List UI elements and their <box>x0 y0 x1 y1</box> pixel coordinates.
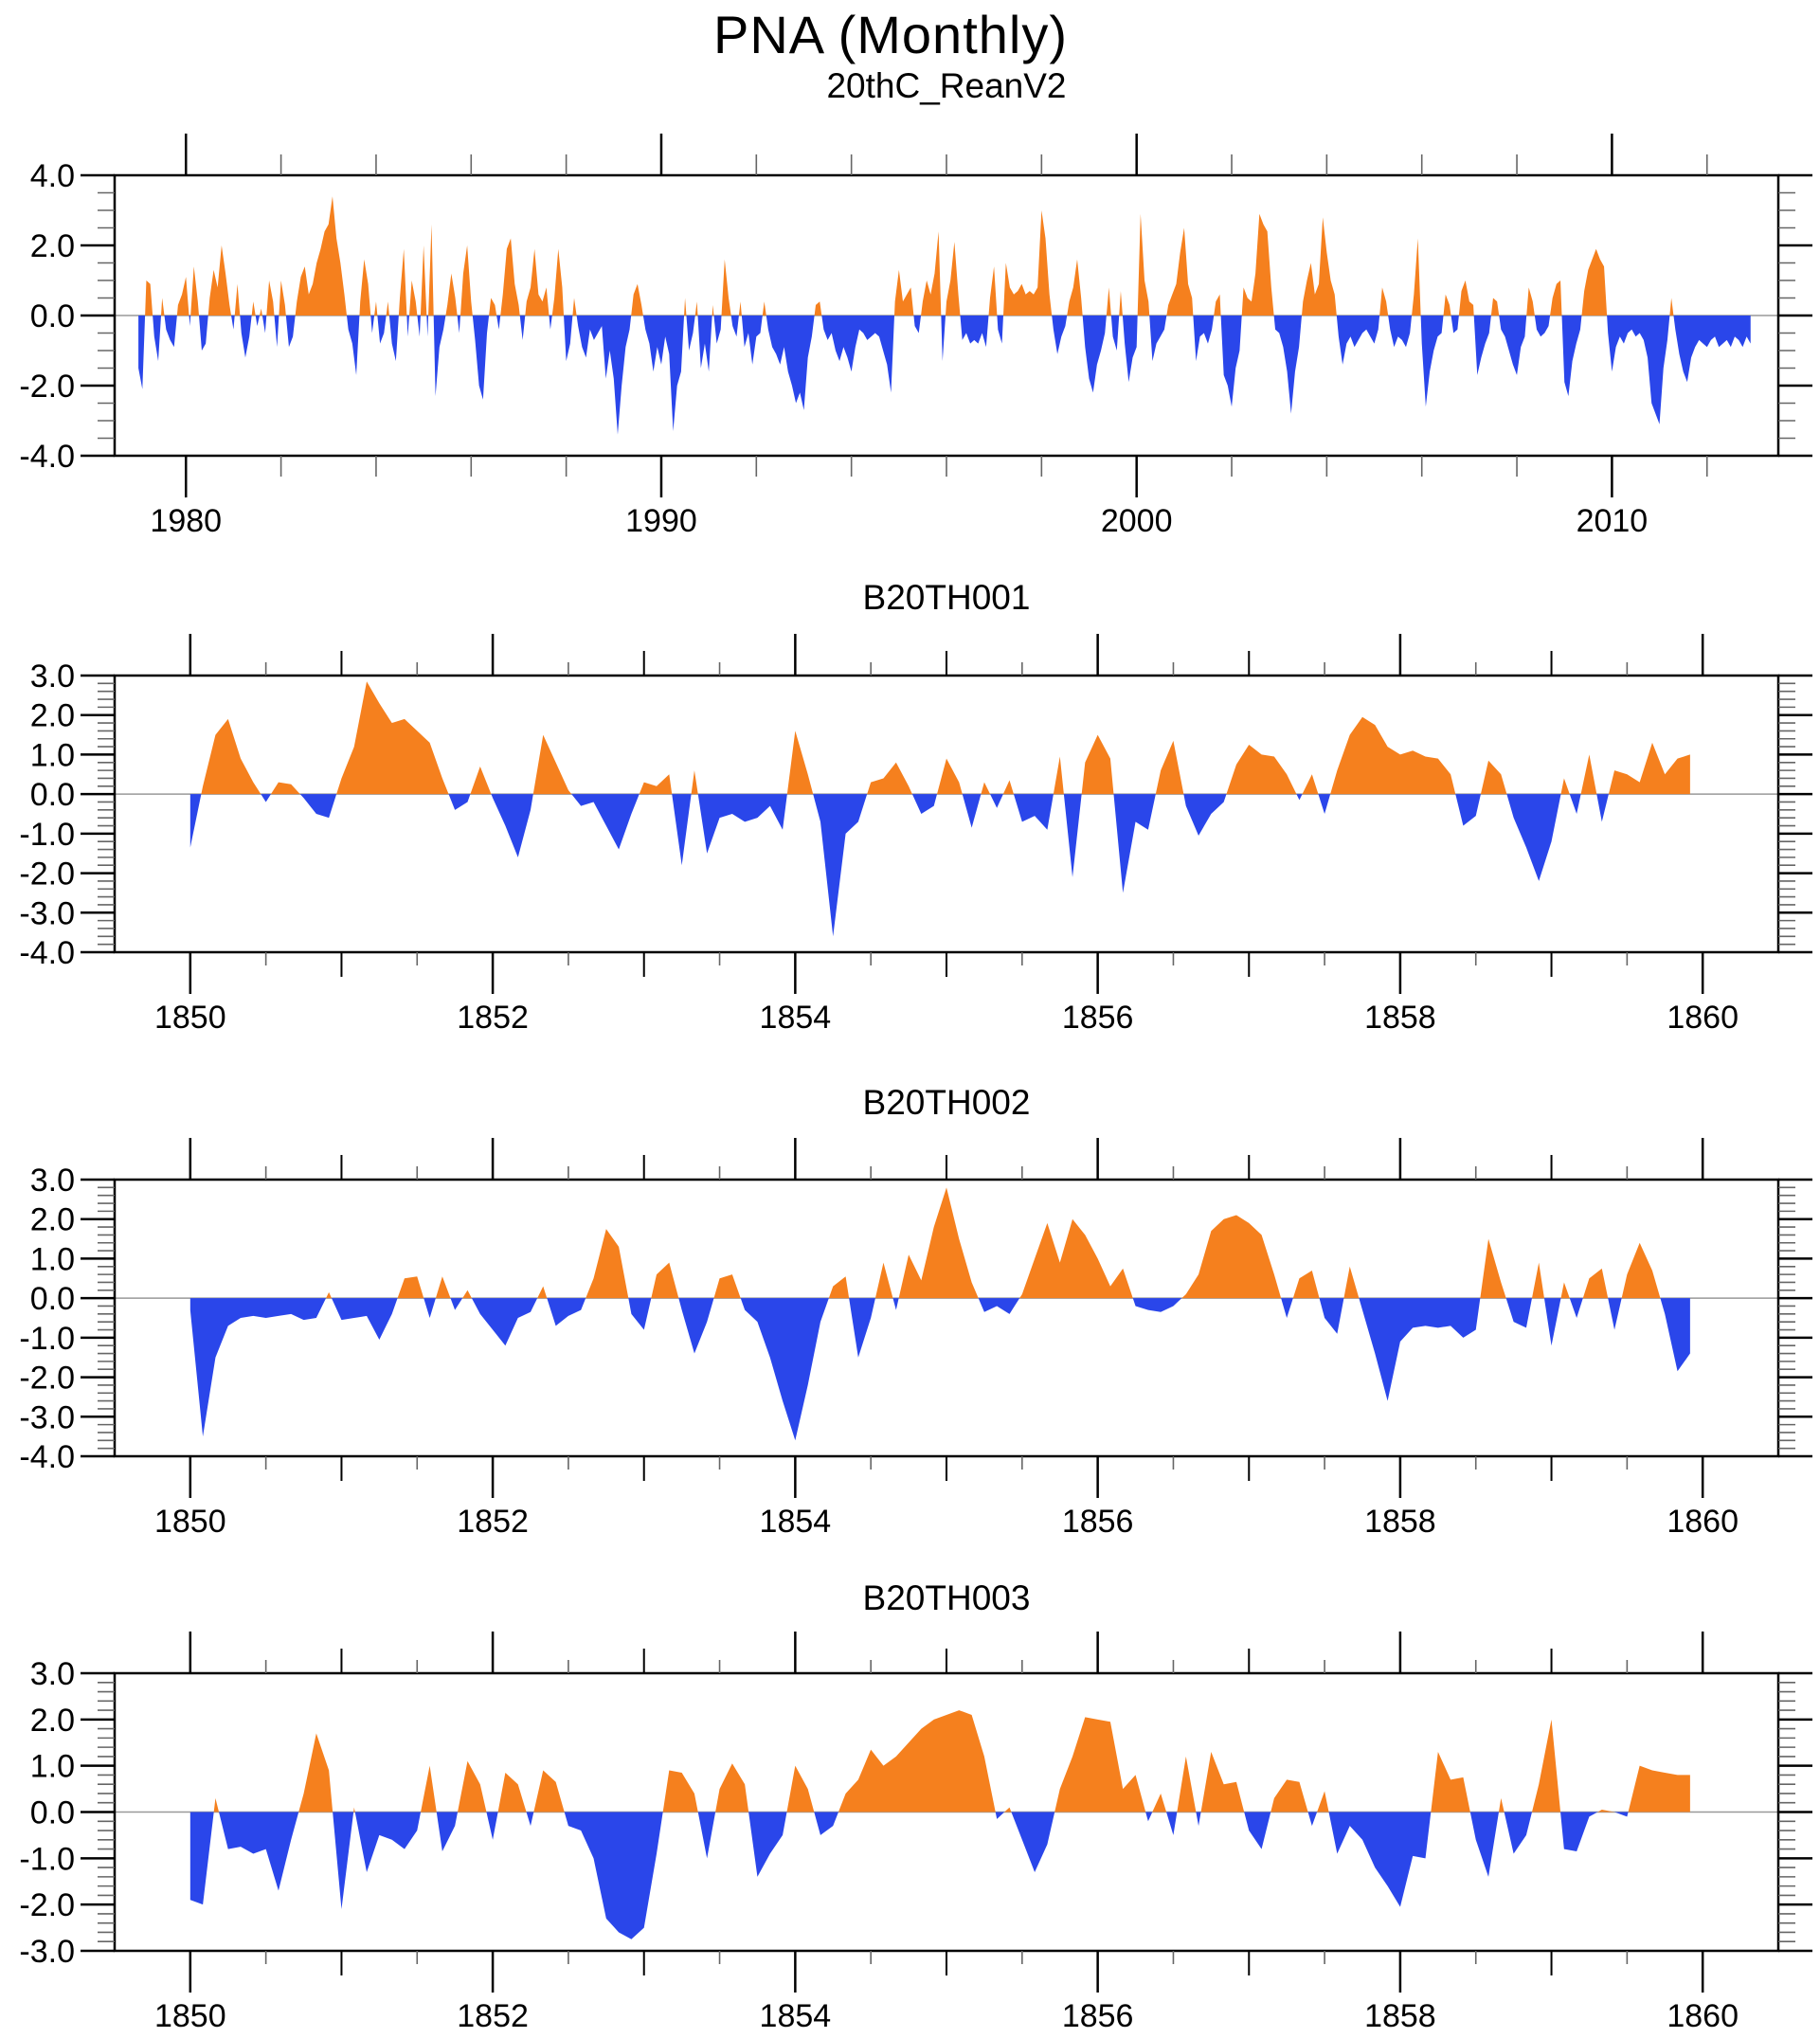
x-tick-label: 1852 <box>457 1000 529 1036</box>
y-tick-label: 1.0 <box>29 737 75 774</box>
y-tick-label: -4.0 <box>19 439 75 475</box>
x-tick-label: 1858 <box>1364 1998 1436 2034</box>
y-tick-label: 2.0 <box>29 228 75 264</box>
x-tick-label: 1854 <box>759 1504 832 1540</box>
x-tick-label: 1860 <box>1667 1504 1739 1540</box>
negative-area <box>190 794 1690 936</box>
x-tick-label: 1856 <box>1061 1504 1134 1540</box>
y-tick-label: -2.0 <box>19 369 75 405</box>
y-tick-label: 0.0 <box>29 298 75 334</box>
y-tick-label: -4.0 <box>19 935 75 971</box>
y-tick-label: 0.0 <box>29 1281 75 1318</box>
y-tick-label: -3.0 <box>19 895 75 932</box>
x-tick-label: 1860 <box>1667 1998 1739 2034</box>
figure-title: PNA (Monthly) <box>713 5 1068 64</box>
y-tick-label: -1.0 <box>19 1320 75 1357</box>
y-tick-label: -4.0 <box>19 1439 75 1475</box>
x-tick-label: 1980 <box>150 503 223 539</box>
y-tick-label: 1.0 <box>29 1241 75 1278</box>
y-tick-label: -1.0 <box>19 1841 75 1878</box>
x-tick-label: 2000 <box>1100 503 1173 539</box>
y-tick-label: 3.0 <box>29 1163 75 1199</box>
x-tick-label: 1990 <box>625 503 697 539</box>
y-tick-label: 2.0 <box>29 1702 75 1739</box>
x-tick-label: 1858 <box>1364 1504 1436 1540</box>
positive-area <box>138 196 1751 316</box>
y-tick-label: -3.0 <box>19 1399 75 1436</box>
y-tick-label: -2.0 <box>19 1887 75 1924</box>
panel-20thC_ReanV2 <box>19 134 1812 539</box>
y-tick-label: 2.0 <box>29 1201 75 1238</box>
y-tick-label: -2.0 <box>19 856 75 893</box>
panel-title-20thc-reanv2: 20thC_ReanV2 <box>826 66 1067 105</box>
negative-area <box>190 1813 1690 1939</box>
y-axis <box>19 1163 1812 1475</box>
y-tick-label: 3.0 <box>29 1656 75 1692</box>
y-tick-label: 0.0 <box>29 1795 75 1831</box>
y-tick-label: 2.0 <box>29 697 75 734</box>
x-tick-label: 1856 <box>1061 1000 1134 1036</box>
panel-title-b20th003: B20TH003 <box>862 1578 1031 1617</box>
x-tick-label: 1850 <box>153 1000 226 1036</box>
x-tick-label: 1860 <box>1667 1000 1739 1036</box>
x-tick-label: 1850 <box>153 1998 226 2034</box>
y-tick-label: -3.0 <box>19 1934 75 1970</box>
positive-area <box>190 1710 1690 1812</box>
x-axis <box>154 634 1739 1036</box>
panel-B20TH002 <box>19 1138 1812 1540</box>
x-axis <box>150 134 1706 539</box>
x-tick-label: 1856 <box>1061 1998 1134 2034</box>
x-tick-label: 1852 <box>457 1504 529 1540</box>
panel-title-b20th001: B20TH001 <box>862 578 1031 617</box>
negative-area <box>190 1298 1690 1440</box>
y-tick-label: 3.0 <box>29 658 75 694</box>
y-tick-label: -1.0 <box>19 816 75 853</box>
x-tick-label: 1854 <box>759 1998 832 2034</box>
y-tick-label: 1.0 <box>29 1748 75 1785</box>
y-tick-label: 4.0 <box>29 158 75 194</box>
negative-area <box>138 316 1751 435</box>
panel-title-b20th002: B20TH002 <box>862 1083 1031 1122</box>
positive-area <box>190 1187 1690 1298</box>
y-tick-label: 0.0 <box>29 777 75 814</box>
positive-area <box>190 681 1690 794</box>
x-tick-label: 1850 <box>153 1504 226 1540</box>
panel-B20TH003 <box>19 1632 1812 2034</box>
x-tick-label: 1858 <box>1364 1000 1436 1036</box>
x-tick-label: 2010 <box>1576 503 1649 539</box>
x-tick-label: 1852 <box>457 1998 529 2034</box>
panel-B20TH001 <box>19 634 1812 1036</box>
x-tick-label: 1854 <box>759 1000 832 1036</box>
y-tick-label: -2.0 <box>19 1360 75 1397</box>
